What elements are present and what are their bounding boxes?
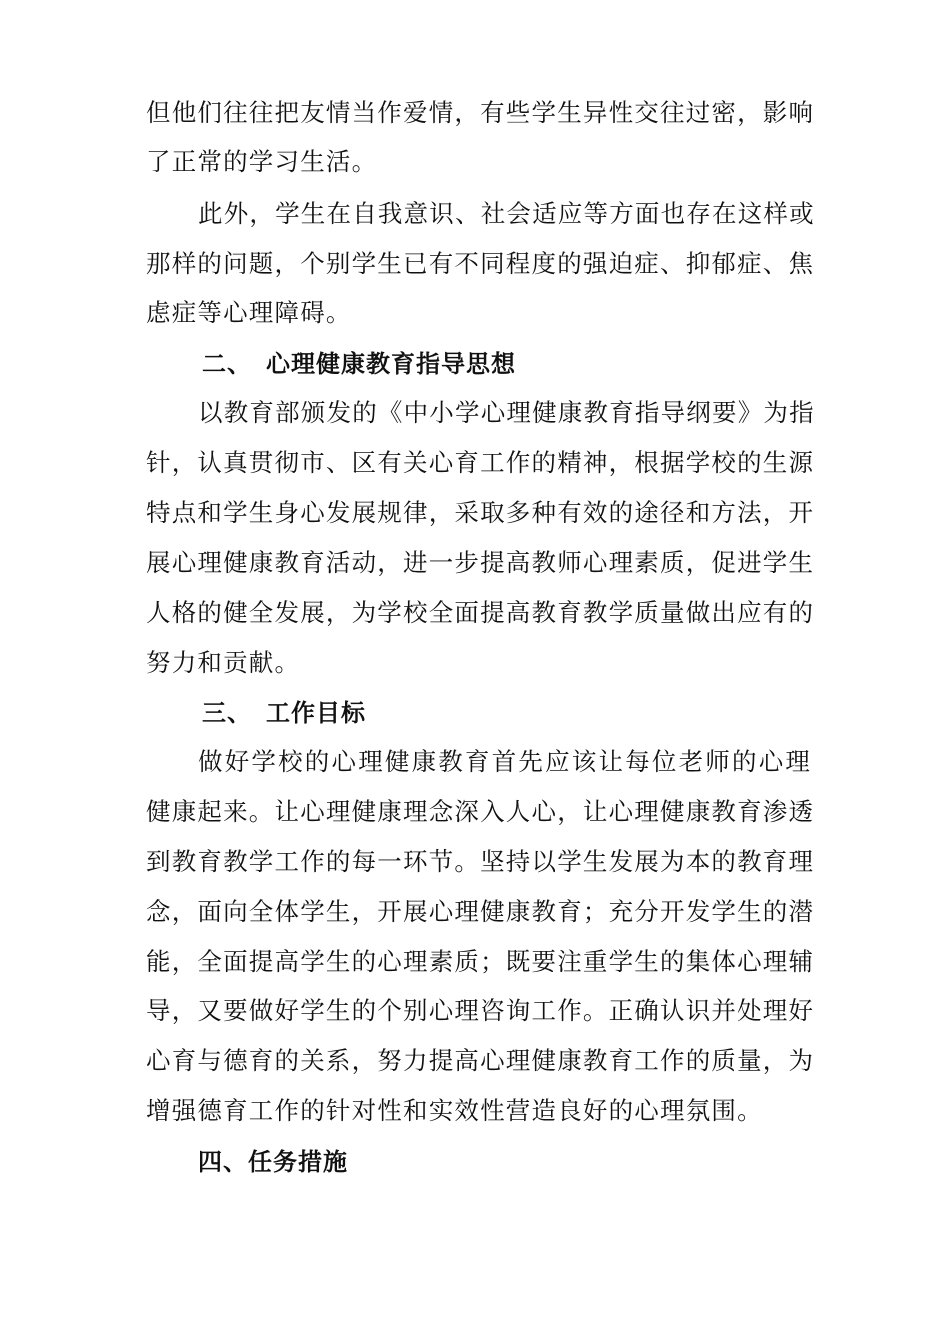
paragraph-line: 了正常的学习生活。 [146,147,378,176]
paragraph-line: 人格的健全发展，为学校全面提高教育教学质量做出应有的 [146,598,815,627]
paragraph-line: 展心理健康教育活动，进一步提高教师心理素质，促进学生 [146,548,815,577]
paragraph-line: 努力和贡献。 [146,648,301,677]
section-number: 三、 [202,698,252,727]
paragraph-line: 以教育部颁发的《中小学心理健康教育指导纲要》为指 [198,398,815,427]
paragraph-line: 增强德育工作的针对性和实效性营造良好的心理氛围。 [146,1096,763,1125]
section-title: 四、任务措施 [198,1147,348,1176]
section-title: 心理健康教育指导思想 [266,349,516,378]
section-heading-tasks-measures [198,1147,348,1177]
paragraph-line: 但他们往往把友情当作爱情，有些学生异性交往过密，影响 [146,98,815,127]
paragraph-line: 此外，学生在自我意识、社会适应等方面也存在这样或 [198,199,815,228]
paragraph-line: 到教育教学工作的每一环节。坚持以学生发展为本的教育理 [146,847,815,876]
paragraph-line: 心育与德育的关系，努力提高心理健康教育工作的质量，为 [146,1046,815,1075]
section-title: 工作目标 [266,698,366,727]
paragraph-line: 虑症等心理障碍。 [146,298,352,327]
section-heading-guiding-thought [202,349,516,379]
paragraph-line: 做好学校的心理健康教育首先应该让每位老师的心理 [198,747,813,776]
paragraph-line: 导，又要做好学生的个别心理咨询工作。正确认识并处理好 [146,996,815,1025]
paragraph-line: 特点和学生身心发展规律，采取多种有效的途径和方法，开 [146,498,815,527]
paragraph-line: 那样的问题，个别学生已有不同程度的强迫症、抑郁症、焦 [146,249,815,278]
section-heading-work-goals [202,698,366,728]
paragraph-line: 针，认真贯彻市、区有关心育工作的精神，根据学校的生源 [146,448,815,477]
paragraph-line: 能，全面提高学生的心理素质；既要注重学生的集体心理辅 [146,947,815,976]
paragraph-line: 念，面向全体学生，开展心理健康教育；充分开发学生的潜 [146,897,815,926]
paragraph-line: 健康起来。让心理健康理念深入人心，让心理健康教育渗透 [146,797,815,826]
section-number: 二、 [202,349,252,378]
